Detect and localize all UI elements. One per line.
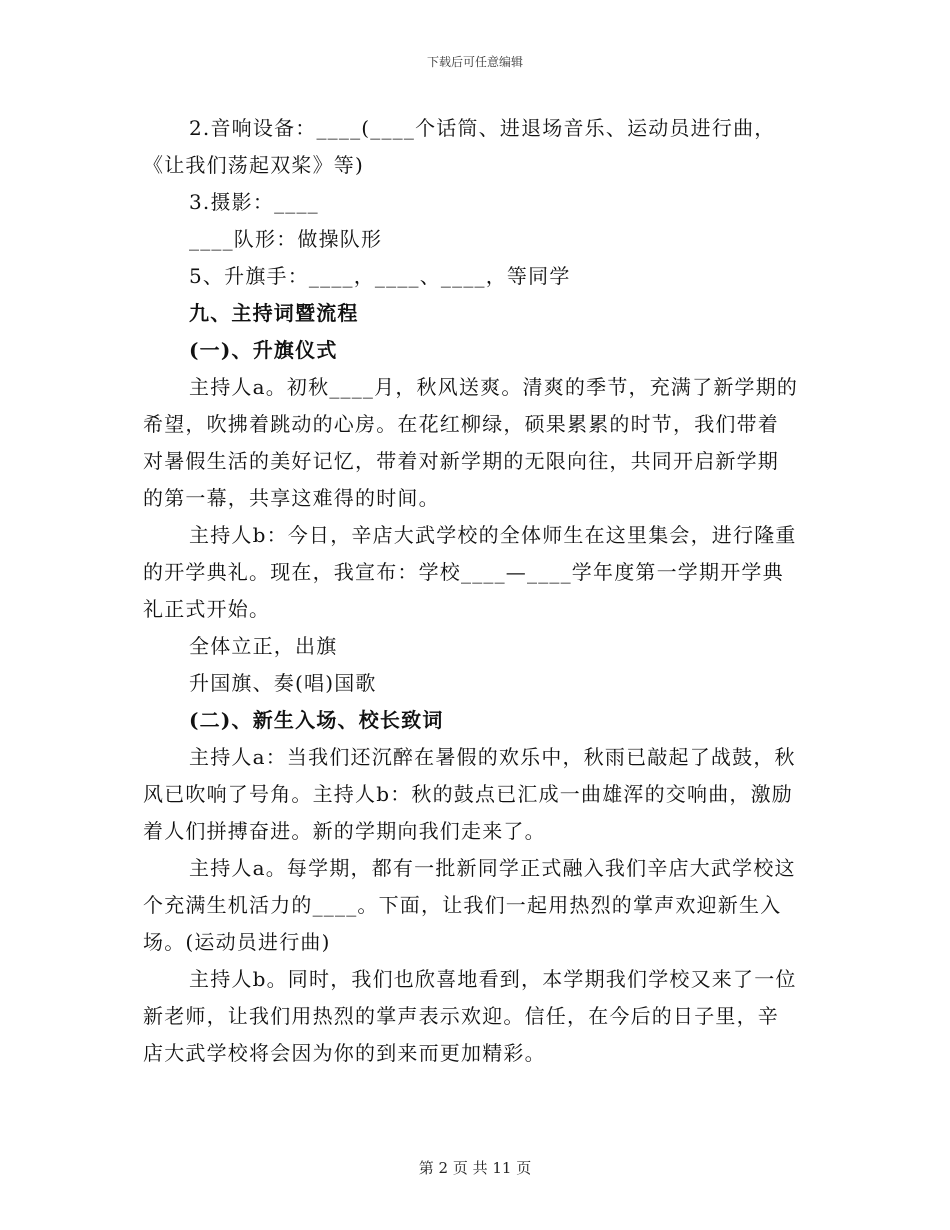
paragraph-line: 新老师，让我们用热烈的掌声表示欢迎。信任，在今后的日子里，辛 — [143, 1004, 779, 1028]
paragraph-line: 个充满生机活力的____。下面，让我们一起用热烈的掌声欢迎新生入 — [143, 893, 782, 917]
paragraph-line: 《让我们荡起双桨》等) — [143, 153, 365, 177]
paragraph-line: 2.音响设备：____(____个话筒、进退场音乐、运动员进行曲， — [189, 116, 776, 140]
document-body — [143, 110, 815, 1072]
page-footer: 第 2 页 共 11 页 — [418, 1159, 532, 1177]
paragraph-line: 主持人b。同时，我们也欣喜地看到，本学期我们学校又来了一位 — [189, 967, 797, 991]
paragraph-line: 希望，吹拂着跳动的心房。在花红柳绿，硕果累累的时节，我们带着 — [143, 412, 779, 436]
paragraph-line: 升国旗、奏(唱)国歌 — [189, 671, 377, 695]
paragraph-line: 对暑假生活的美好记忆，带着对新学期的无限向往，共同开启新学期 — [143, 449, 779, 473]
paragraph-line: 的第一幕，共享这难得的时间。 — [143, 486, 440, 510]
paragraph-line: 场。(运动员进行曲) — [143, 930, 331, 954]
section-heading: (二)、新生入场、校长致词 — [189, 708, 444, 732]
paragraph-line: 全体立正，出旗 — [189, 634, 338, 658]
page-header: 下载后可任意编辑 — [426, 55, 523, 69]
paragraph-line: ____队形：做操队形 — [189, 227, 383, 251]
paragraph-line: 5、升旗手：____，____、____，等同学 — [189, 264, 571, 288]
paragraph-line: 主持人b：今日，辛店大武学校的全体师生在这里集会，进行隆重 — [189, 523, 797, 547]
paragraph-line: 主持人a。初秋____月，秋风送爽。清爽的季节，充满了新学期的 — [189, 375, 799, 399]
paragraph-line: 风已吹响了号角。主持人b：秋的鼓点已汇成一曲雄浑的交响曲，激励 — [143, 782, 794, 806]
paragraph-line: 礼正式开始。 — [143, 597, 271, 621]
paragraph-line: 的开学典礼。现在，我宣布：学校____—____学年度第一学期开学典 — [143, 560, 784, 584]
section-heading: 九、主持词暨流程 — [189, 301, 359, 325]
paragraph-line: 3.摄影：____ — [189, 190, 319, 214]
section-heading: (一)、升旗仪式 — [189, 338, 338, 362]
paragraph-line: 着人们拼搏奋进。新的学期向我们走来了。 — [143, 819, 546, 843]
paragraph-line: 主持人a：当我们还沉醉在暑假的欢乐中，秋雨已敲起了战鼓，秋 — [189, 745, 796, 769]
paragraph-line: 店大武学校将会因为你的到来而更加精彩。 — [143, 1041, 546, 1065]
paragraph-line: 主持人a。每学期，都有一批新同学正式融入我们辛店大武学校这 — [189, 856, 796, 880]
